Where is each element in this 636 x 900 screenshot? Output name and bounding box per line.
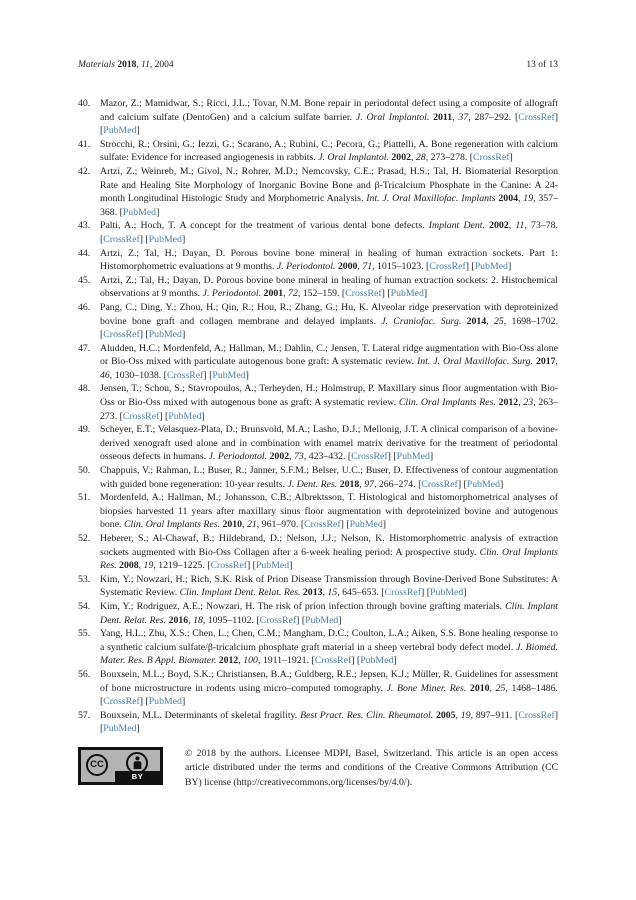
crossref-link[interactable]: CrossRef (473, 152, 510, 164)
text-run: , 645–653. [ (337, 587, 385, 599)
text-run: , 1015–1023. [ (372, 261, 430, 273)
reference-number: 45. (78, 274, 91, 286)
text-run: Int. J. Oral Maxillofac. Implants (366, 193, 499, 205)
text-run: ] [ (296, 614, 306, 626)
text-run: 28 (415, 152, 426, 164)
reference-number: 43. (78, 220, 91, 232)
text-run: Chappuis, V.; Rahman, L.; Buser, R.; Janner, S.F.M.; Belser, U.C.; Buser, D. Effectiveness of contour augmentation with guided bone regeneration: 10-year results. (100, 465, 558, 490)
text-run: , 897–911. [ (470, 709, 519, 721)
text-run: ] (338, 614, 342, 626)
text-run: 2017 (535, 356, 556, 368)
pubmed-link[interactable]: PubMed (305, 614, 339, 626)
reference-item (78, 464, 558, 491)
journal-citation (78, 60, 174, 70)
text-run: Yang, H.L.; Zhu, X.S.; Chen, L.; Chen, C.M.; Mangham, D.C.; Coulton, L.A.; Aiken, S.S. Bone healing response to a synthetic calcium sulfate/β-tricalcium phosphate graft material in a sheep vertebral body defect model. (100, 628, 558, 653)
reference-text (100, 139, 558, 164)
text-run: ] (181, 233, 186, 245)
reference-number: 56. (78, 668, 91, 680)
text-run: 2008 (119, 560, 139, 572)
reference-text (100, 166, 558, 218)
reference-text (100, 343, 558, 381)
reference-number: 50. (78, 465, 91, 477)
text-run: Bouxsein, M.L. Determinants of skeletal fragility. (100, 709, 301, 721)
document-page (78, 60, 558, 790)
crossref-link[interactable]: CrossRef (429, 261, 466, 273)
reference-text (100, 533, 558, 571)
text-run: ] (382, 519, 387, 531)
reference-item (78, 423, 558, 464)
text-run: 25 (493, 315, 504, 327)
text-run: 2012 (218, 655, 239, 667)
pubmed-link[interactable]: PubMed (168, 410, 202, 422)
crossref-link[interactable]: CrossRef (103, 696, 140, 708)
text-run: , 73–78. [ (100, 220, 558, 245)
reference-item (78, 138, 558, 165)
text-run: Kim, Y.; Nowzari, H.; Rich, S.K. Risk of Prion Disease Transmission through Bovine-Derived Bone Substitutes: A Systematic Review. (100, 573, 558, 599)
text-run: , 1911–1921. [ (257, 655, 315, 667)
text-run: Scheyer, E.T.; Velasquez-Plata, D.; Brunsvold, M.A.; Lasho, D.J.; Mellonig, J.T. A clinical comparison of a bovine-derived xenograft used alone and in combination with enamel matrix derivative for the treatment of periodontal osseous defects in humans. (100, 424, 558, 463)
reference-item (78, 573, 558, 600)
text-run: 15 (327, 587, 338, 599)
text-run: ] (507, 261, 512, 273)
text-run: , (508, 220, 516, 232)
text-run: Clin. Oral Implants Res. (100, 546, 558, 572)
text-run: 2005 (435, 709, 456, 721)
text-run: 19 (143, 560, 154, 572)
text-run: Mordenfeld, A.; Hallman, M.; Johansson, C.B.; Albrektsson, T. Histological and histomorphometrical analyses of biopsies harvested 11 years after maxillary sinus floor augmentation with deproteinized bovine and autogenous bone. (100, 492, 558, 531)
crossref-link[interactable]: CrossRef (518, 111, 555, 123)
text-run: Clin. Implant Dent. Relat. Res. (179, 587, 303, 599)
text-run: ] [ (421, 587, 431, 599)
page-number: 13 of 13 (526, 60, 558, 70)
text-run: 71 (362, 261, 373, 273)
pubmed-link[interactable]: PubMed (474, 261, 508, 273)
text-run: ] (156, 206, 160, 218)
text-run: , 2004 (149, 60, 174, 70)
reference-text (100, 465, 558, 490)
text-run: , 1030–1038. [ (109, 369, 167, 381)
pubmed-link[interactable]: PubMed (148, 696, 182, 708)
reference-text (100, 601, 558, 626)
cc-by-badge[interactable] (78, 747, 163, 785)
text-run: 2001 (263, 288, 284, 300)
reference-number: 40. (78, 98, 91, 109)
crossref-link[interactable]: CrossRef (314, 655, 352, 667)
text-run: , 287–292. [ (468, 111, 519, 123)
text-run: ] [ (139, 233, 149, 245)
text-run: , (188, 614, 194, 626)
text-run: Aludden, H.C.; Mordenfeld, A.; Hallman, M.; Dahlin, C.; Jensen, T. Lateral ridge augmentation with Bio-Oss alone or Bio-Oss mixed with particulate autogenous bone graft: A systematic review. (100, 342, 558, 368)
text-run: ] [ (203, 369, 213, 381)
text-run: ] (201, 410, 205, 422)
text-run: , (322, 587, 328, 599)
text-run: Jensen, T.; Schou, S.; Stavropoulos, A.; Terheyden, H.; Holmstrup, P. Maxillary sinus floor augmentation with Bio-Oss or Bio-Oss mixed with autogenous bone as graft: A systematic review. (100, 383, 558, 409)
text-run: ] (181, 696, 186, 708)
text-run: Palti, A.; Hoch, T. A concept for the treatment of various dental bone defects. (100, 220, 429, 232)
pubmed-link[interactable]: PubMed (255, 560, 290, 572)
text-run: , 273–278. [ (425, 152, 474, 164)
text-run: ] (245, 369, 249, 381)
text-run: 2018 (339, 478, 360, 490)
text-run: ] (181, 329, 186, 341)
text-run: , (138, 560, 144, 572)
reference-item (78, 668, 558, 709)
text-run: ] [ (457, 478, 467, 490)
reference-item (78, 165, 558, 219)
text-run: 2011 (433, 111, 453, 123)
text-run: ] [ (381, 288, 391, 300)
text-run: ] (136, 125, 140, 137)
reference-item (78, 301, 558, 342)
text-run: , (452, 111, 459, 123)
reference-number: 51. (78, 492, 91, 504)
reference-text (100, 220, 558, 245)
text-run: 2010 (222, 519, 243, 531)
reference-number: 48. (78, 383, 91, 395)
text-run: Int. J. Oral Maxillofac. Surg. (416, 356, 536, 368)
text-run: , 263–273. [ (100, 397, 559, 422)
page-header (78, 60, 558, 70)
reference-text (100, 574, 558, 599)
by-label: BY (115, 771, 160, 782)
text-run: J. Periodontol. (276, 261, 338, 273)
text-run: ] [ (139, 696, 149, 708)
crossref-link[interactable]: CrossRef (351, 451, 388, 463)
text-run: ] (463, 587, 467, 599)
text-run: Artzi, Z.; Tal, H.; Dayan, D. Porous bovine bone mineral in healing of human extraction sockets: 2. Histochemical observations at 9 months. (100, 274, 558, 300)
pubmed-link[interactable]: PubMed (103, 723, 137, 735)
text-run: , 266–274. [ (373, 478, 422, 490)
text-run: , 357–368. [ (100, 193, 558, 218)
reference-number: 53. (78, 573, 91, 585)
text-run: , 961–970. [ (256, 519, 305, 531)
pubmed-link[interactable]: PubMed (360, 655, 394, 667)
text-run: Heberer, S.; Al-Chawaf, B.; Hildebrand, D.; Nelson, J.J.; Nelson, K. Histomorphometric analysis of extraction sockets augmented with Bio-Oss Collagen after a 6-week healing period: A prospective study. (100, 533, 558, 558)
pubmed-link[interactable]: PubMed (212, 369, 246, 381)
text-run: , 1095–1102. [ (202, 614, 260, 626)
text-run: 46 (100, 369, 110, 381)
text-run: 11 (515, 220, 525, 232)
text-run: , (238, 655, 244, 667)
text-run: ] [ (465, 261, 475, 273)
pubmed-link[interactable]: PubMed (430, 587, 464, 599)
reference-item (78, 532, 558, 573)
text-run: Clin. Implant Dent. Relat. Res. (100, 600, 558, 626)
reference-text (100, 710, 558, 735)
text-run: Mazor, Z.; Mamidwar, S.; Ricci, J.L.; Tovar, N.M. Bone repair in periodontal defect using a composite of allograft and calcium sulfate (DentoGen) and a calcium sulfate barrier. (100, 98, 558, 123)
text-run: 97 (364, 478, 374, 490)
text-run: 23 (523, 397, 534, 409)
text-run: 19 (523, 193, 534, 205)
text-run: , (357, 261, 363, 273)
reference-item (78, 709, 558, 736)
text-run: , (518, 397, 524, 409)
text-run: 37 (458, 111, 469, 123)
reference-item (78, 342, 558, 383)
text-run: J. Periodontol. (202, 288, 264, 300)
pubmed-link[interactable]: PubMed (349, 519, 383, 531)
text-run: , (410, 152, 416, 164)
text-run: J. Periodontol. (208, 451, 270, 463)
text-run: ] [ (159, 410, 169, 422)
license-text: © 2018 by the authors. Licensee MDPI, Basel, Switzerland. This article is an open access article distributed under the terms and conditions of the Creative Commons Attribution (CC BY) license (http://creativecommons.org/licenses/by/4.0/). (185, 747, 558, 788)
crossref-link[interactable]: CrossRef (103, 233, 140, 245)
text-run: 25 (495, 682, 506, 694)
text-run: 2010 (469, 682, 490, 694)
crossref-link[interactable]: CrossRef (166, 369, 204, 381)
text-run: 72 (288, 288, 298, 300)
text-run: 2000 (337, 261, 358, 273)
text-run: Clin. Oral Implants Res. (123, 519, 223, 531)
text-run: ] [ (100, 709, 558, 735)
crossref-link[interactable]: CrossRef (210, 560, 247, 572)
text-run: Artzi, Z.; Weinreb, M.; Givol, N.; Rohrer, M.D.; Nemcovsky, C.E.; Prasad, H.S.; Tal, H. Biomaterial Resorption Rate and Healing Site Morphology of Inorganic Bovine Bone and β-Tricalcium Phosphate in the Canine: A 24-month Longitudinal Histologic Study and Morphometric Analysis. (100, 165, 558, 205)
crossref-link[interactable]: CrossRef (518, 709, 555, 721)
text-run: ] (500, 478, 504, 490)
reference-item (78, 274, 558, 301)
pubmed-link[interactable]: PubMed (148, 233, 182, 245)
text-run: , (242, 519, 247, 531)
license-block (78, 747, 558, 790)
text-run: Artzi, Z.; Tal, H.; Dayan, D. Porous bovine bone mineral in healing of human extraction sockets. Part 1: Histomorphometric evaluations at 9 months. (100, 247, 558, 273)
text-run: J. Oral Implantol. (318, 152, 392, 164)
text-run: ] [ (100, 111, 558, 137)
reference-item (78, 97, 558, 138)
pubmed-link[interactable]: PubMed (103, 125, 137, 137)
text-run: 18 (193, 614, 203, 626)
text-run: Pang, C.; Ding, Y.; Zhou, H.; Qin, R.; Hou, R.; Zhang, G.; Hu, K. Alveolar ridge preservation with deproteinized bovine bone graft and collagen membrane and delayed implants. (100, 301, 558, 327)
crossref-link[interactable]: CrossRef (103, 329, 140, 341)
text-run: 2002 (391, 152, 411, 164)
crossref-link[interactable]: CrossRef (345, 288, 382, 300)
text-run: , (555, 356, 558, 368)
text-run: ] [ (139, 329, 149, 341)
cc-icon: CC (86, 754, 108, 776)
pubmed-link[interactable]: PubMed (466, 478, 501, 490)
reference-text (100, 492, 558, 530)
reference-number: 55. (78, 628, 91, 640)
reference-item (78, 247, 558, 274)
pubmed-link[interactable]: PubMed (396, 451, 430, 463)
reference-text (100, 98, 558, 136)
text-run: 2014 (466, 315, 487, 327)
text-run: J. Biomed. Mater. Res. B Appl. Biomater. (100, 641, 558, 667)
text-run: Best Pract. Res. Clin. Rheumatol. (300, 709, 436, 721)
text-run: , (359, 478, 365, 490)
crossref-link[interactable]: CrossRef (384, 587, 422, 599)
pubmed-link[interactable]: PubMed (122, 206, 157, 218)
text-run: 2012 (498, 397, 519, 409)
text-run: Bouxsein, M.L.; Boyd, S.K.; Christiansen, B.A.; Guldberg, R.E.; Jepsen, K.J.; Müller, R. Guidelines for assessment of bone microstructure in rodents using micro–computed tomography. (100, 668, 558, 694)
text-run: ] [ (246, 560, 256, 572)
text-run: , (489, 682, 496, 694)
text-run: ] (429, 451, 434, 463)
reference-item (78, 382, 558, 423)
text-run: J. Craniofac. Surg. (381, 315, 467, 327)
text-run: ] (136, 723, 140, 735)
text-run: ] (289, 560, 293, 572)
crossref-link[interactable]: CrossRef (304, 519, 341, 531)
text-run: Clin. Oral Implants Res. (398, 397, 499, 409)
text-run: ] [ (340, 519, 350, 531)
text-run: J. Oral Implantol. (355, 111, 434, 123)
reference-number: 47. (78, 342, 91, 354)
text-run: , 1219–1225. [ (153, 560, 211, 572)
pubmed-link[interactable]: PubMed (390, 288, 424, 300)
text-run: , 423–432. [ (303, 451, 352, 463)
reference-text (100, 383, 558, 421)
reference-number: 44. (78, 247, 91, 259)
text-run: 2013 (302, 587, 323, 599)
text-run: 21 (246, 519, 257, 531)
text-run: , (455, 709, 461, 721)
text-run: , (486, 315, 494, 327)
text-run: 100 (243, 655, 258, 667)
text-run: 73 (294, 451, 304, 463)
reference-text (100, 669, 558, 707)
reference-number: 52. (78, 533, 91, 544)
crossref-link[interactable]: CrossRef (421, 478, 458, 490)
text-run: , (289, 451, 295, 463)
text-run: , 1698–1702. [ (100, 315, 559, 341)
text-run: , 1468–1486. [ (100, 682, 559, 708)
reference-item (78, 219, 558, 246)
text-run: , (136, 60, 142, 70)
crossref-link[interactable]: CrossRef (259, 614, 297, 626)
reference-number: 54. (78, 600, 91, 612)
text-run: ] [ (387, 451, 397, 463)
text-run: J. Dent. Res. (287, 478, 340, 490)
reference-text (100, 628, 558, 666)
reference-number: 57. (78, 709, 91, 721)
reference-text (100, 424, 558, 462)
text-run: 2002 (489, 220, 509, 232)
reference-text (100, 302, 558, 340)
text-run: ] (423, 288, 428, 300)
text-run: ] (393, 655, 397, 667)
reference-number: 41. (78, 138, 91, 150)
pubmed-link[interactable]: PubMed (148, 329, 182, 341)
reference-item (78, 491, 558, 532)
text-run: , (283, 288, 289, 300)
text-run: , (517, 193, 524, 205)
reference-number: 46. (78, 301, 91, 313)
text-run: 19 (460, 709, 471, 721)
references-list (78, 97, 558, 736)
text-run: Kim, Y.; Rodriguez, A.E.; Nowzari, H. The risk of prion infection through bovine grafting materials. (100, 600, 506, 612)
text-run: , 152–159. [ (297, 288, 346, 300)
text-run: 2016 (168, 614, 189, 626)
reference-text (100, 248, 558, 273)
reference-item (78, 600, 558, 627)
reference-number: 49. (78, 424, 91, 436)
text-run: 2002 (269, 451, 290, 463)
text-run: 11 (141, 60, 150, 70)
text-run: ] (509, 152, 513, 164)
text-run: 2004 (498, 193, 518, 205)
text-run: Implant Dent. (428, 220, 490, 232)
crossref-link[interactable]: CrossRef (122, 410, 160, 422)
text-run: Materials (78, 60, 118, 70)
text-run: ] [ (351, 655, 361, 667)
reference-number: 42. (78, 165, 91, 177)
reference-item (78, 627, 558, 668)
text-run: 2018 (117, 60, 137, 70)
text-run: Strocchi, R.; Orsini, G.; Iezzi, G.; Scarano, A.; Rubini, C.; Pecora, G.; Piattelli, A. Bone regeneration with calcium sulfate: Evidence for increased angiogenesis in rabbits. (100, 138, 558, 164)
text-run: J. Bone Miner. Res. (386, 682, 470, 694)
reference-text (100, 275, 558, 300)
